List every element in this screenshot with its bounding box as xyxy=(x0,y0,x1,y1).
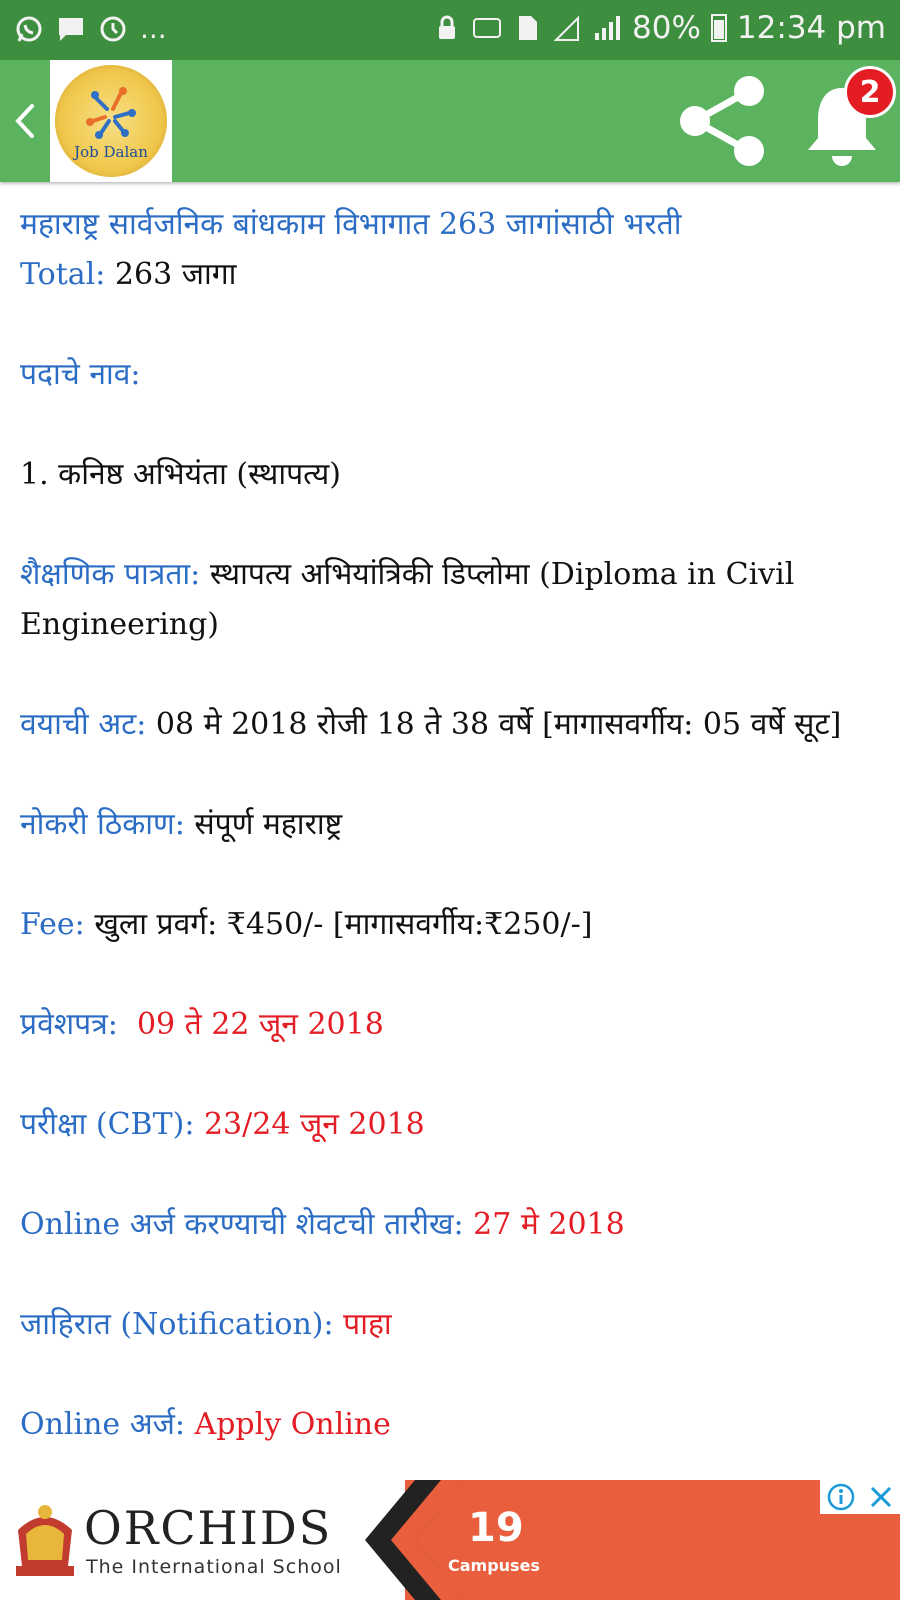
ad-banner[interactable] xyxy=(0,1480,900,1600)
qualification-row xyxy=(20,550,880,650)
ad-controls xyxy=(820,1480,900,1514)
ad-subtitle: The International School xyxy=(86,1556,342,1578)
status-notifications xyxy=(14,12,167,45)
volte-icon xyxy=(472,13,502,43)
notification-row xyxy=(20,1300,880,1350)
admit-card-value: 09 ते 22 जून 2018 xyxy=(136,1007,384,1042)
job-location-value: संपूर्ण महाराष्ट्र xyxy=(184,807,343,842)
ad-campus-label: Campuses xyxy=(448,1556,540,1575)
qualification-label: शैक्षणिक पात्रता: xyxy=(20,557,201,592)
school-crest-icon xyxy=(12,1500,78,1580)
whatsapp-icon xyxy=(14,14,44,44)
job-location-row xyxy=(20,800,880,850)
sim-icon xyxy=(512,13,542,43)
ad-campus-count: 19 xyxy=(468,1505,524,1551)
status-system xyxy=(432,10,886,46)
last-date-row xyxy=(20,1200,880,1250)
notification-count-badge: 2 xyxy=(844,66,896,118)
admit-card-row xyxy=(20,1000,880,1050)
fee-row xyxy=(20,900,880,950)
ad-chevron-graphic xyxy=(355,1480,465,1600)
ad-info-icon[interactable] xyxy=(826,1482,856,1512)
fee-value: खुला प्रवर्ग: ₹450/- [मागासवर्गीय:₹250/-] xyxy=(84,907,593,942)
post-item: 1. कनिष्ठ अभियंता (स्थापत्य) xyxy=(20,457,341,492)
fee-label: Fee: xyxy=(20,907,85,942)
back-button[interactable] xyxy=(8,98,44,144)
battery-percent: 80% xyxy=(632,10,701,46)
article-content xyxy=(20,200,880,1478)
total-value: 263 जागा xyxy=(105,257,237,292)
last-date-label: Online अर्ज करण्याची शेवटची तारीख: xyxy=(20,1207,464,1242)
signal-icon xyxy=(592,13,622,43)
logo-seal-icon xyxy=(55,65,167,177)
apply-label: Online अर्ज: xyxy=(20,1407,186,1442)
lock-icon xyxy=(432,13,462,43)
app-bar xyxy=(0,60,900,182)
exam-row xyxy=(20,1100,880,1150)
sync-icon xyxy=(98,14,128,44)
job-location-label: नोकरी ठिकाण: xyxy=(20,807,185,842)
ad-close-icon[interactable] xyxy=(868,1484,894,1510)
article-heading: महाराष्ट्र सार्वजनिक बांधकाम विभागात 263 जागांसाठी भरती xyxy=(20,207,682,242)
apply-online-link[interactable]: Apply Online xyxy=(185,1407,391,1442)
post-name-label: पदाचे नाव: xyxy=(20,357,141,392)
more-notifications-indicator: ... xyxy=(140,12,167,45)
share-icon[interactable] xyxy=(675,74,769,168)
status-bar xyxy=(0,0,900,60)
total-label: Total: xyxy=(20,257,106,292)
total-row xyxy=(20,250,880,300)
exam-value: 23/24 जून 2018 xyxy=(194,1107,425,1142)
notification-label: जाहिरात (Notification): xyxy=(20,1307,334,1342)
app-logo xyxy=(50,60,172,182)
admit-card-label: प्रवेशपत्र: xyxy=(20,1007,118,1042)
age-limit-row xyxy=(20,700,880,750)
notification-link[interactable]: पाहा xyxy=(333,1307,392,1342)
last-date-value: 27 मे 2018 xyxy=(463,1207,625,1242)
lte-signal-icon xyxy=(552,13,582,43)
age-limit-value: 08 मे 2018 रोजी 18 ते 38 वर्षे [मागासवर्गीय: 05 वर्षे सूट] xyxy=(146,707,842,742)
exam-label: परीक्षा (CBT): xyxy=(20,1107,195,1142)
logo-text: Job Dalan xyxy=(74,143,148,161)
message-icon xyxy=(56,14,86,44)
battery-icon xyxy=(711,14,727,42)
clock: 12:34 pm xyxy=(736,10,886,46)
apply-row xyxy=(20,1400,880,1450)
age-limit-label: वयाची अट: xyxy=(20,707,147,742)
ad-brand: ORCHIDS xyxy=(84,1501,333,1555)
qualification-value: स्थापत्य अभियांत्रिकी डिप्लोमा (Diploma in Civil Engineering) xyxy=(20,557,795,642)
